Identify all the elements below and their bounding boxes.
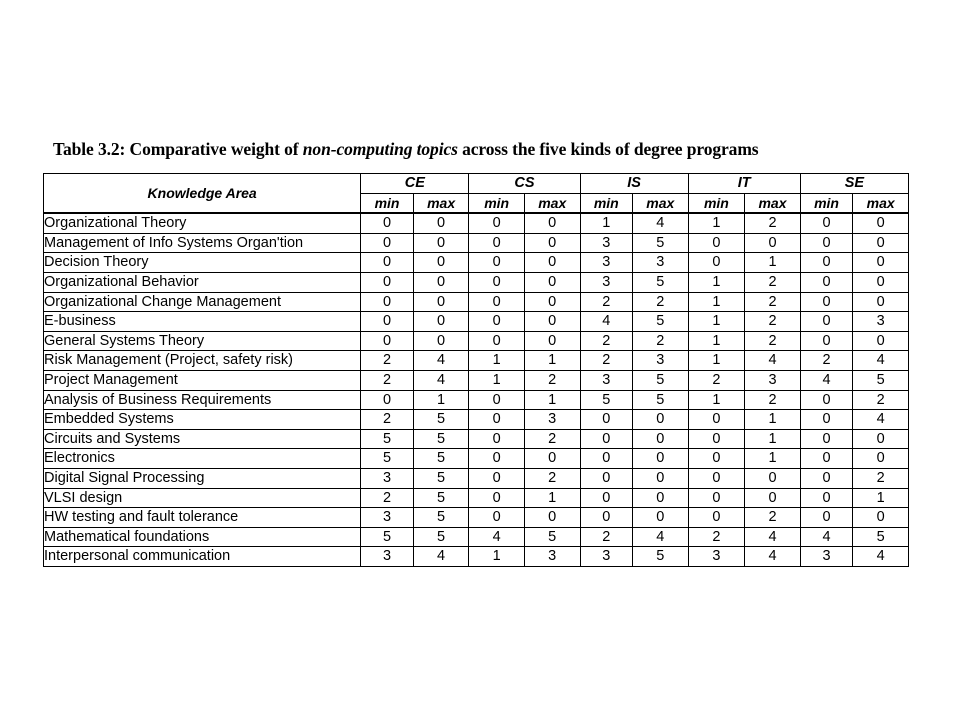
max-value-cell: 0 <box>413 292 469 312</box>
max-value-cell: 4 <box>633 213 689 233</box>
max-value-cell: 0 <box>413 213 469 233</box>
knowledge-area-name: Electronics <box>44 449 361 469</box>
min-value-cell: 0 <box>800 213 853 233</box>
min-value-cell: 0 <box>580 468 633 488</box>
program-header-it: IT <box>688 174 800 194</box>
max-value-cell: 5 <box>413 527 469 547</box>
max-value-cell: 0 <box>633 468 689 488</box>
max-value-cell: 0 <box>524 272 580 292</box>
min-value-cell: 0 <box>800 292 853 312</box>
min-value-cell: 2 <box>361 370 414 390</box>
min-value-cell: 0 <box>800 468 853 488</box>
max-value-cell: 0 <box>633 449 689 469</box>
min-value-cell: 0 <box>580 410 633 430</box>
caption-suffix: across the five kinds of degree programs <box>457 139 759 159</box>
min-value-cell: 0 <box>361 233 414 253</box>
min-value-cell: 1 <box>688 331 745 351</box>
min-value-cell: 3 <box>800 547 853 567</box>
min-value-cell: 5 <box>361 429 414 449</box>
min-value-cell: 2 <box>580 331 633 351</box>
max-value-cell: 0 <box>633 429 689 449</box>
min-value-cell: 3 <box>580 233 633 253</box>
min-header: min <box>361 193 414 213</box>
min-value-cell: 0 <box>800 272 853 292</box>
max-value-cell: 2 <box>745 213 801 233</box>
min-value-cell: 0 <box>800 312 853 332</box>
knowledge-area-name: Digital Signal Processing <box>44 468 361 488</box>
min-value-cell: 2 <box>580 351 633 371</box>
max-value-cell: 2 <box>633 292 689 312</box>
min-value-cell: 3 <box>361 547 414 567</box>
table-body <box>44 213 909 566</box>
max-value-cell: 0 <box>413 272 469 292</box>
min-value-cell: 2 <box>688 370 745 390</box>
max-value-cell: 3 <box>633 253 689 273</box>
knowledge-area-name: E-business <box>44 312 361 332</box>
max-value-cell: 5 <box>413 508 469 528</box>
min-value-cell: 2 <box>580 527 633 547</box>
min-value-cell: 0 <box>688 233 745 253</box>
table-row <box>44 410 909 430</box>
knowledge-area-name: Embedded Systems <box>44 410 361 430</box>
max-value-cell: 0 <box>524 508 580 528</box>
max-value-cell: 4 <box>413 351 469 371</box>
max-value-cell: 0 <box>853 213 909 233</box>
min-value-cell: 0 <box>469 390 525 410</box>
max-value-cell: 5 <box>413 468 469 488</box>
knowledge-area-name: General Systems Theory <box>44 331 361 351</box>
max-value-cell: 0 <box>633 410 689 430</box>
min-header: min <box>688 193 745 213</box>
max-value-cell: 4 <box>745 547 801 567</box>
min-value-cell: 0 <box>469 292 525 312</box>
min-value-cell: 0 <box>688 508 745 528</box>
max-value-cell: 0 <box>745 468 801 488</box>
max-value-cell: 4 <box>413 547 469 567</box>
min-value-cell: 0 <box>800 429 853 449</box>
max-value-cell: 0 <box>524 292 580 312</box>
min-value-cell: 0 <box>800 253 853 273</box>
max-value-cell: 0 <box>853 233 909 253</box>
max-value-cell: 0 <box>745 488 801 508</box>
min-value-cell: 0 <box>361 272 414 292</box>
program-header-se: SE <box>800 174 908 194</box>
min-value-cell: 1 <box>469 547 525 567</box>
min-value-cell: 0 <box>800 390 853 410</box>
caption-prefix: Table 3.2: Comparative weight of <box>53 139 303 159</box>
knowledge-area-name: Interpersonal communication <box>44 547 361 567</box>
table-row <box>44 527 909 547</box>
min-value-cell: 0 <box>688 253 745 273</box>
min-value-cell: 1 <box>688 390 745 410</box>
min-value-cell: 3 <box>580 272 633 292</box>
max-value-cell: 5 <box>633 547 689 567</box>
max-value-cell: 5 <box>413 449 469 469</box>
knowledge-area-name: Circuits and Systems <box>44 429 361 449</box>
max-value-cell: 1 <box>853 488 909 508</box>
caption-emphasis: non-computing topics <box>302 139 458 159</box>
table-row <box>44 331 909 351</box>
min-header: min <box>580 193 633 213</box>
max-value-cell: 5 <box>413 488 469 508</box>
min-value-cell: 4 <box>469 527 525 547</box>
max-value-cell: 0 <box>413 331 469 351</box>
min-value-cell: 2 <box>800 351 853 371</box>
max-value-cell: 5 <box>633 390 689 410</box>
max-value-cell: 5 <box>633 233 689 253</box>
min-value-cell: 0 <box>580 429 633 449</box>
max-value-cell: 0 <box>853 508 909 528</box>
max-value-cell: 0 <box>633 508 689 528</box>
knowledge-area-name: Decision Theory <box>44 253 361 273</box>
min-value-cell: 4 <box>800 370 853 390</box>
min-value-cell: 2 <box>688 527 745 547</box>
max-value-cell: 0 <box>413 253 469 273</box>
table-row <box>44 488 909 508</box>
min-value-cell: 0 <box>800 449 853 469</box>
min-value-cell: 0 <box>688 429 745 449</box>
knowledge-area-name: HW testing and fault tolerance <box>44 508 361 528</box>
min-value-cell: 1 <box>688 312 745 332</box>
max-value-cell: 0 <box>524 233 580 253</box>
max-value-cell: 0 <box>413 312 469 332</box>
min-value-cell: 0 <box>361 292 414 312</box>
min-value-cell: 0 <box>688 488 745 508</box>
max-value-cell: 2 <box>745 390 801 410</box>
max-value-cell: 0 <box>524 331 580 351</box>
max-value-cell: 3 <box>524 547 580 567</box>
min-value-cell: 0 <box>469 429 525 449</box>
max-value-cell: 2 <box>853 468 909 488</box>
max-value-cell: 1 <box>524 488 580 508</box>
min-value-cell: 1 <box>688 213 745 233</box>
knowledge-area-name: Organizational Change Management <box>44 292 361 312</box>
max-value-cell: 0 <box>745 233 801 253</box>
max-header: max <box>413 193 469 213</box>
max-value-cell: 0 <box>853 292 909 312</box>
max-value-cell: 5 <box>633 370 689 390</box>
max-value-cell: 4 <box>633 527 689 547</box>
min-value-cell: 0 <box>800 508 853 528</box>
knowledge-area-header: Knowledge Area <box>44 174 361 214</box>
max-header: max <box>524 193 580 213</box>
max-value-cell: 4 <box>745 527 801 547</box>
table-header <box>44 174 909 214</box>
knowledge-area-name: Mathematical foundations <box>44 527 361 547</box>
max-value-cell: 5 <box>853 370 909 390</box>
min-value-cell: 0 <box>580 449 633 469</box>
min-value-cell: 2 <box>361 410 414 430</box>
min-value-cell: 0 <box>580 488 633 508</box>
min-value-cell: 0 <box>361 213 414 233</box>
min-value-cell: 1 <box>688 351 745 371</box>
table-row <box>44 390 909 410</box>
max-value-cell: 1 <box>745 449 801 469</box>
max-header: max <box>633 193 689 213</box>
table-row <box>44 370 909 390</box>
min-value-cell: 4 <box>800 527 853 547</box>
min-value-cell: 0 <box>469 213 525 233</box>
min-value-cell: 0 <box>361 253 414 273</box>
min-value-cell: 5 <box>361 449 414 469</box>
min-value-cell: 3 <box>580 547 633 567</box>
min-value-cell: 0 <box>800 331 853 351</box>
max-value-cell: 2 <box>745 312 801 332</box>
max-value-cell: 4 <box>853 351 909 371</box>
table-row <box>44 292 909 312</box>
min-value-cell: 2 <box>580 292 633 312</box>
min-value-cell: 4 <box>580 312 633 332</box>
min-value-cell: 0 <box>361 312 414 332</box>
min-value-cell: 1 <box>580 213 633 233</box>
min-value-cell: 1 <box>688 272 745 292</box>
min-value-cell: 1 <box>688 292 745 312</box>
table-row <box>44 233 909 253</box>
max-value-cell: 3 <box>633 351 689 371</box>
min-value-cell: 0 <box>469 508 525 528</box>
min-value-cell: 0 <box>469 488 525 508</box>
max-value-cell: 1 <box>524 390 580 410</box>
max-value-cell: 3 <box>745 370 801 390</box>
max-value-cell: 4 <box>853 547 909 567</box>
max-value-cell: 2 <box>745 331 801 351</box>
min-value-cell: 0 <box>361 331 414 351</box>
max-value-cell: 4 <box>853 410 909 430</box>
max-value-cell: 5 <box>633 312 689 332</box>
max-value-cell: 0 <box>524 213 580 233</box>
table-row <box>44 429 909 449</box>
max-value-cell: 1 <box>745 429 801 449</box>
program-header-ce: CE <box>361 174 469 194</box>
max-header: max <box>853 193 909 213</box>
max-value-cell: 5 <box>413 410 469 430</box>
knowledge-area-name: Analysis of Business Requirements <box>44 390 361 410</box>
min-value-cell: 0 <box>469 272 525 292</box>
max-value-cell: 5 <box>413 429 469 449</box>
min-value-cell: 1 <box>469 351 525 371</box>
knowledge-area-name: Project Management <box>44 370 361 390</box>
max-value-cell: 0 <box>853 429 909 449</box>
max-value-cell: 0 <box>853 253 909 273</box>
min-value-cell: 0 <box>800 410 853 430</box>
min-header: min <box>800 193 853 213</box>
max-value-cell: 2 <box>524 370 580 390</box>
knowledge-area-name: Organizational Theory <box>44 213 361 233</box>
table-row <box>44 468 909 488</box>
max-value-cell: 0 <box>853 331 909 351</box>
min-value-cell: 3 <box>580 253 633 273</box>
min-value-cell: 0 <box>469 312 525 332</box>
min-value-cell: 3 <box>361 508 414 528</box>
table-row <box>44 351 909 371</box>
min-value-cell: 0 <box>580 508 633 528</box>
table-row <box>44 272 909 292</box>
min-value-cell: 0 <box>688 410 745 430</box>
knowledge-area-name: VLSI design <box>44 488 361 508</box>
max-value-cell: 1 <box>745 410 801 430</box>
max-value-cell: 0 <box>524 312 580 332</box>
table-caption <box>53 139 759 160</box>
max-value-cell: 2 <box>745 272 801 292</box>
min-value-cell: 0 <box>800 488 853 508</box>
min-value-cell: 5 <box>580 390 633 410</box>
min-header: min <box>469 193 525 213</box>
max-value-cell: 5 <box>853 527 909 547</box>
program-header-row <box>44 174 909 194</box>
min-value-cell: 0 <box>469 468 525 488</box>
max-value-cell: 2 <box>745 508 801 528</box>
max-value-cell: 4 <box>745 351 801 371</box>
knowledge-area-name: Risk Management (Project, safety risk) <box>44 351 361 371</box>
table-row <box>44 547 909 567</box>
min-value-cell: 0 <box>469 449 525 469</box>
max-value-cell: 2 <box>633 331 689 351</box>
program-header-is: IS <box>580 174 688 194</box>
min-value-cell: 0 <box>688 449 745 469</box>
min-value-cell: 5 <box>361 527 414 547</box>
max-value-cell: 5 <box>524 527 580 547</box>
max-value-cell: 0 <box>524 253 580 273</box>
max-value-cell: 1 <box>413 390 469 410</box>
max-value-cell: 0 <box>524 449 580 469</box>
min-value-cell: 3 <box>688 547 745 567</box>
min-value-cell: 0 <box>469 331 525 351</box>
max-value-cell: 0 <box>853 449 909 469</box>
min-value-cell: 1 <box>469 370 525 390</box>
max-value-cell: 4 <box>413 370 469 390</box>
table-row <box>44 312 909 332</box>
min-value-cell: 2 <box>361 351 414 371</box>
program-header-cs: CS <box>469 174 580 194</box>
min-value-cell: 0 <box>688 468 745 488</box>
max-value-cell: 3 <box>524 410 580 430</box>
max-header: max <box>745 193 801 213</box>
max-value-cell: 2 <box>524 468 580 488</box>
topic-weight-table <box>43 173 909 567</box>
table-row <box>44 508 909 528</box>
table-row <box>44 253 909 273</box>
max-value-cell: 1 <box>745 253 801 273</box>
min-value-cell: 0 <box>800 233 853 253</box>
min-value-cell: 3 <box>580 370 633 390</box>
min-value-cell: 2 <box>361 488 414 508</box>
max-value-cell: 2 <box>853 390 909 410</box>
table-row <box>44 213 909 233</box>
min-value-cell: 0 <box>469 233 525 253</box>
min-value-cell: 0 <box>469 410 525 430</box>
max-value-cell: 2 <box>745 292 801 312</box>
table-row <box>44 449 909 469</box>
max-value-cell: 0 <box>633 488 689 508</box>
max-value-cell: 0 <box>853 272 909 292</box>
min-value-cell: 0 <box>361 390 414 410</box>
knowledge-area-name: Management of Info Systems Organ'tion <box>44 233 361 253</box>
knowledge-area-name: Organizational Behavior <box>44 272 361 292</box>
max-value-cell: 3 <box>853 312 909 332</box>
min-value-cell: 3 <box>361 468 414 488</box>
max-value-cell: 5 <box>633 272 689 292</box>
max-value-cell: 1 <box>524 351 580 371</box>
min-value-cell: 0 <box>469 253 525 273</box>
max-value-cell: 2 <box>524 429 580 449</box>
max-value-cell: 0 <box>413 233 469 253</box>
